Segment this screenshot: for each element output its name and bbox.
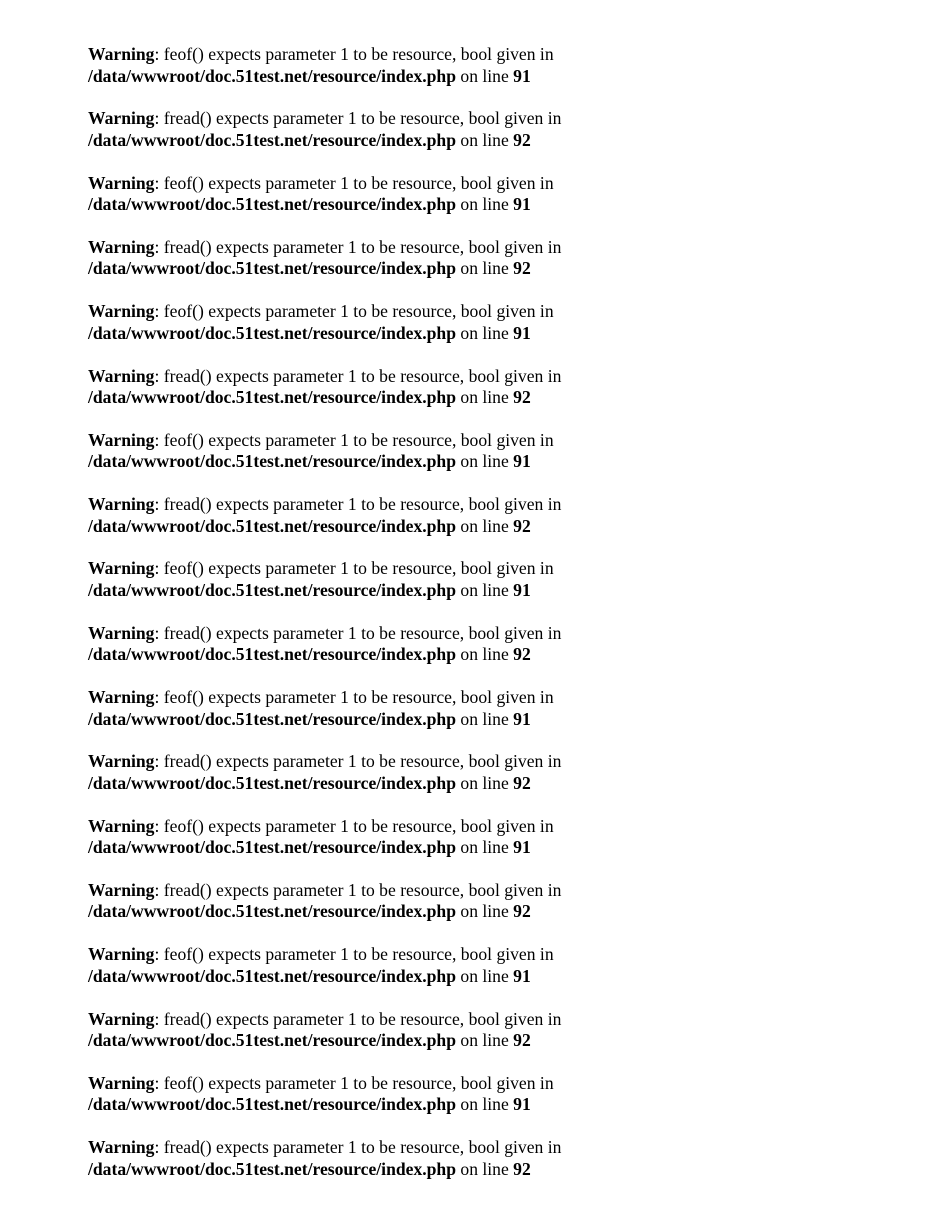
warning-label: Warning xyxy=(88,944,155,965)
warning-label: Warning xyxy=(88,1008,155,1029)
warning-label: Warning xyxy=(88,301,155,322)
warning-message-line xyxy=(88,108,708,130)
warning-message: feof() expects parameter 1 to be resource, bool given in xyxy=(163,944,554,965)
warning-message-line xyxy=(88,623,708,645)
warning-label: Warning xyxy=(88,44,155,64)
warning-label: Warning xyxy=(88,1072,155,1093)
warning-message: fread() expects parameter 1 to be resource, bool given in xyxy=(163,1008,562,1029)
warning-message: fread() expects parameter 1 to be resource, bool given in xyxy=(163,751,562,772)
on-line-text: on line xyxy=(456,322,514,343)
warning-message: fread() expects parameter 1 to be resource, bool given in xyxy=(163,1137,562,1158)
warning-separator: : xyxy=(154,301,164,322)
on-line-text: on line xyxy=(456,1158,514,1179)
warning-message-line xyxy=(88,751,708,773)
file-path: /data/wwwroot/doc.51test.net/resource/index.php xyxy=(88,579,456,600)
on-line-text: on line xyxy=(456,129,514,150)
warning-location-line xyxy=(88,323,708,345)
file-path: /data/wwwroot/doc.51test.net/resource/index.php xyxy=(88,772,456,793)
warning-message: feof() expects parameter 1 to be resource, bool given in xyxy=(163,301,554,322)
php-warning xyxy=(88,558,708,601)
on-line-text: on line xyxy=(456,708,514,729)
warning-message-line xyxy=(88,944,708,966)
warning-separator: : xyxy=(154,108,164,129)
warning-location-line xyxy=(88,966,708,988)
on-line-text: on line xyxy=(456,965,514,986)
warning-message-line xyxy=(88,494,708,516)
php-warning xyxy=(88,880,708,923)
warning-separator: : xyxy=(154,365,164,386)
warning-label: Warning xyxy=(88,236,155,257)
line-number: 91 xyxy=(513,451,531,472)
file-path: /data/wwwroot/doc.51test.net/resource/index.php xyxy=(88,387,456,407)
line-number: 91 xyxy=(513,579,531,600)
on-line-text: on line xyxy=(456,772,514,793)
php-warning xyxy=(88,44,708,87)
warning-message: feof() expects parameter 1 to be resource, bool given in xyxy=(163,429,554,450)
warning-separator: : xyxy=(154,429,164,450)
warning-location-line xyxy=(88,773,708,795)
warning-location-line xyxy=(88,644,708,666)
php-warning xyxy=(88,1137,708,1180)
warning-message-line xyxy=(88,44,708,66)
warning-label: Warning xyxy=(88,815,155,836)
warning-message: feof() expects parameter 1 to be resource, bool given in xyxy=(163,558,554,579)
line-number: 92 xyxy=(513,1158,531,1179)
warning-message-line xyxy=(88,1073,708,1095)
php-warning xyxy=(88,751,708,794)
file-path: /data/wwwroot/doc.51test.net/resource/index.php xyxy=(88,322,456,343)
file-path: /data/wwwroot/doc.51test.net/resource/index.php xyxy=(88,1030,456,1050)
on-line-text: on line xyxy=(456,515,514,536)
php-warning xyxy=(88,366,708,409)
warning-location-line xyxy=(88,451,708,473)
warning-message-line xyxy=(88,366,708,388)
warning-label: Warning xyxy=(88,622,155,643)
file-path: /data/wwwroot/doc.51test.net/resource/index.php xyxy=(88,129,456,150)
warning-separator: : xyxy=(154,622,164,643)
php-warning xyxy=(88,687,708,730)
on-line-text: on line xyxy=(456,901,514,922)
warning-message: feof() expects parameter 1 to be resource, bool given in xyxy=(163,44,554,64)
warning-message: feof() expects parameter 1 to be resource, bool given in xyxy=(163,172,554,193)
line-number: 91 xyxy=(513,965,531,986)
warning-message-line xyxy=(88,687,708,709)
file-path: /data/wwwroot/doc.51test.net/resource/index.php xyxy=(88,65,456,86)
warning-label: Warning xyxy=(88,558,155,579)
on-line-text: on line xyxy=(456,65,514,86)
warning-separator: : xyxy=(154,1072,164,1093)
php-warning xyxy=(88,108,708,151)
warning-location-line xyxy=(88,901,708,923)
file-path: /data/wwwroot/doc.51test.net/resource/index.php xyxy=(88,258,456,279)
php-warning xyxy=(88,1009,708,1052)
php-warning xyxy=(88,301,708,344)
on-line-text: on line xyxy=(456,451,514,472)
warning-location-line xyxy=(88,387,708,409)
warning-message-line xyxy=(88,237,708,259)
warning-label: Warning xyxy=(88,1137,155,1158)
line-number: 91 xyxy=(513,322,531,343)
warning-message-line xyxy=(88,173,708,195)
on-line-text: on line xyxy=(456,387,514,407)
warning-message: fread() expects parameter 1 to be resource, bool given in xyxy=(163,879,562,900)
warning-location-line xyxy=(88,837,708,859)
php-warning xyxy=(88,237,708,280)
on-line-text: on line xyxy=(456,194,514,215)
warning-message: fread() expects parameter 1 to be resource, bool given in xyxy=(163,494,562,515)
warning-location-line xyxy=(88,130,708,152)
file-path: /data/wwwroot/doc.51test.net/resource/index.php xyxy=(88,1094,456,1115)
warning-label: Warning xyxy=(88,172,155,193)
file-path: /data/wwwroot/doc.51test.net/resource/index.php xyxy=(88,901,456,922)
warning-separator: : xyxy=(154,44,164,64)
warning-message: fread() expects parameter 1 to be resource, bool given in xyxy=(163,108,562,129)
warning-message: fread() expects parameter 1 to be resource, bool given in xyxy=(163,622,562,643)
warning-separator: : xyxy=(154,558,164,579)
warning-separator: : xyxy=(154,172,164,193)
warning-separator: : xyxy=(154,751,164,772)
warning-separator: : xyxy=(154,815,164,836)
warning-location-line xyxy=(88,258,708,280)
file-path: /data/wwwroot/doc.51test.net/resource/index.php xyxy=(88,1158,456,1179)
file-path: /data/wwwroot/doc.51test.net/resource/index.php xyxy=(88,837,456,858)
warning-location-line xyxy=(88,709,708,731)
warning-label: Warning xyxy=(88,108,155,129)
warning-label: Warning xyxy=(88,429,155,450)
php-warning xyxy=(88,623,708,666)
line-number: 92 xyxy=(513,1030,531,1050)
file-path: /data/wwwroot/doc.51test.net/resource/index.php xyxy=(88,194,456,215)
file-path: /data/wwwroot/doc.51test.net/resource/index.php xyxy=(88,965,456,986)
php-warning xyxy=(88,944,708,987)
on-line-text: on line xyxy=(456,258,514,279)
on-line-text: on line xyxy=(456,837,514,858)
warning-message-line xyxy=(88,880,708,902)
line-number: 91 xyxy=(513,837,531,858)
line-number: 91 xyxy=(513,194,531,215)
line-number: 92 xyxy=(513,515,531,536)
php-warning xyxy=(88,1073,708,1116)
warning-location-line xyxy=(88,66,708,88)
warning-separator: : xyxy=(154,1137,164,1158)
warning-message: feof() expects parameter 1 to be resource, bool given in xyxy=(163,687,554,707)
on-line-text: on line xyxy=(456,1094,514,1115)
warning-label: Warning xyxy=(88,879,155,900)
warning-label: Warning xyxy=(88,365,155,386)
file-path: /data/wwwroot/doc.51test.net/resource/index.php xyxy=(88,515,456,536)
on-line-text: on line xyxy=(456,579,514,600)
file-path: /data/wwwroot/doc.51test.net/resource/index.php xyxy=(88,451,456,472)
php-warning xyxy=(88,430,708,473)
file-path: /data/wwwroot/doc.51test.net/resource/index.php xyxy=(88,644,456,665)
warning-location-line xyxy=(88,1159,708,1181)
line-number: 92 xyxy=(513,901,531,922)
warning-separator: : xyxy=(154,944,164,965)
php-warning xyxy=(88,173,708,216)
warning-location-line xyxy=(88,580,708,602)
warning-message: feof() expects parameter 1 to be resource, bool given in xyxy=(163,815,554,836)
on-line-text: on line xyxy=(456,644,514,665)
php-warning xyxy=(88,494,708,537)
warning-separator: : xyxy=(154,687,164,707)
warning-label: Warning xyxy=(88,751,155,772)
line-number: 92 xyxy=(513,644,531,665)
warning-separator: : xyxy=(154,879,164,900)
warning-location-line xyxy=(88,516,708,538)
warning-separator: : xyxy=(154,494,164,515)
warning-message-line xyxy=(88,301,708,323)
line-number: 92 xyxy=(513,387,531,407)
line-number: 91 xyxy=(513,708,531,729)
warning-label: Warning xyxy=(88,494,155,515)
warning-label: Warning xyxy=(88,687,155,707)
warning-separator: : xyxy=(154,1008,164,1029)
file-path: /data/wwwroot/doc.51test.net/resource/index.php xyxy=(88,708,456,729)
line-number: 92 xyxy=(513,772,531,793)
line-number: 91 xyxy=(513,65,531,86)
warning-message-line xyxy=(88,1137,708,1159)
warning-message: fread() expects parameter 1 to be resource, bool given in xyxy=(163,365,562,386)
warning-message-line xyxy=(88,1009,708,1031)
warning-message-line xyxy=(88,558,708,580)
warning-message-line xyxy=(88,816,708,838)
php-warning xyxy=(88,816,708,859)
on-line-text: on line xyxy=(456,1030,514,1050)
warning-message: fread() expects parameter 1 to be resource, bool given in xyxy=(163,236,562,257)
line-number: 92 xyxy=(513,258,531,279)
warning-location-line xyxy=(88,1030,708,1052)
warning-location-line xyxy=(88,1094,708,1116)
warning-message-line xyxy=(88,430,708,452)
line-number: 92 xyxy=(513,129,531,150)
line-number: 91 xyxy=(513,1094,531,1115)
warning-location-line xyxy=(88,194,708,216)
warning-separator: : xyxy=(154,236,164,257)
warning-message: feof() expects parameter 1 to be resource, bool given in xyxy=(163,1072,554,1093)
